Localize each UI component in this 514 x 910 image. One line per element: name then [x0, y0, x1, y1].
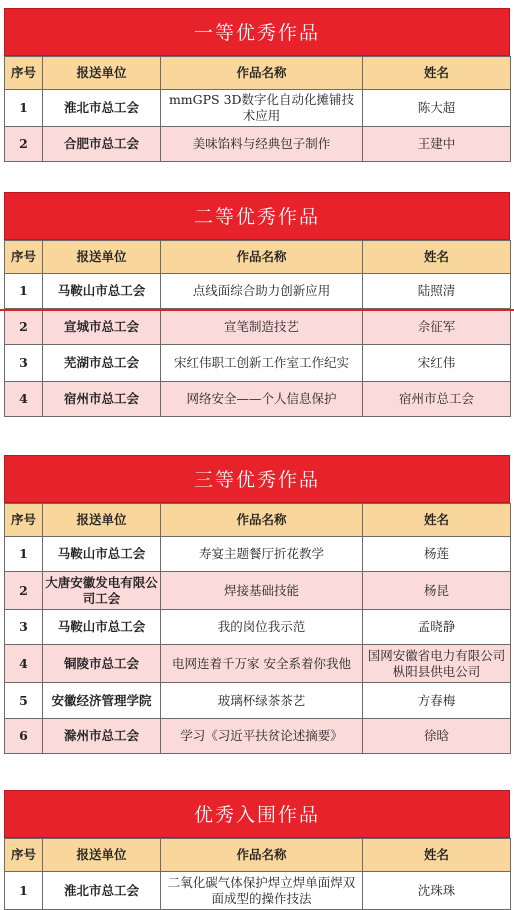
cell-name: 沈珠珠: [363, 872, 511, 910]
table-row: [5, 645, 511, 683]
cell-unit: 马鞍山市总工会: [43, 274, 161, 309]
header-unit: 报送单位: [43, 504, 161, 537]
section-title: 二等优秀作品: [4, 192, 510, 240]
cell-work: 学习《习近平扶贫论述摘要》: [161, 719, 363, 754]
awards-table: [4, 503, 511, 754]
cell-no: 2: [5, 127, 43, 162]
cell-work: 网络安全——个人信息保护: [161, 382, 363, 417]
cell-unit: 马鞍山市总工会: [43, 537, 161, 572]
table-row: [5, 127, 511, 162]
table-row: [5, 274, 511, 309]
cell-work: mmGPS 3D数字化自动化摊铺技术应用: [161, 90, 363, 127]
header-unit: 报送单位: [43, 839, 161, 872]
section-first-prize: [4, 8, 510, 162]
cell-work: 焊接基础技能: [161, 572, 363, 610]
header-name: 姓名: [363, 57, 511, 90]
table-header-row: [5, 839, 511, 872]
cell-no: 1: [5, 274, 43, 309]
cell-unit: 滁州市总工会: [43, 719, 161, 754]
header-unit: 报送单位: [43, 57, 161, 90]
cell-unit: 马鞍山市总工会: [43, 610, 161, 645]
cell-name: 宋红伟: [363, 345, 511, 382]
cell-unit: 淮北市总工会: [43, 90, 161, 127]
header-work: 作品名称: [161, 241, 363, 274]
header-work: 作品名称: [161, 839, 363, 872]
header-no: 序号: [5, 241, 43, 274]
cell-work: 玻璃杯绿茶茶艺: [161, 683, 363, 719]
awards-table: [4, 838, 511, 910]
red-divider-line: [0, 309, 514, 311]
cell-no: 1: [5, 872, 43, 910]
cell-work: 美味馅料与经典包子制作: [161, 127, 363, 162]
cell-unit: 宣城市总工会: [43, 309, 161, 345]
cell-name: 佘征军: [363, 309, 511, 345]
cell-name: 方春梅: [363, 683, 511, 719]
cell-work: 宋红伟职工创新工作室工作纪实: [161, 345, 363, 382]
cell-unit: 淮北市总工会: [43, 872, 161, 910]
table-row: [5, 683, 511, 719]
cell-work: 宣笔制造技艺: [161, 309, 363, 345]
table-row: [5, 309, 511, 345]
table-header-row: [5, 241, 511, 274]
cell-work: 二氧化碳气体保护焊立焊单面焊双面成型的操作技法: [161, 872, 363, 910]
cell-no: 2: [5, 309, 43, 345]
awards-table: [4, 240, 511, 417]
header-no: 序号: [5, 57, 43, 90]
header-name: 姓名: [363, 241, 511, 274]
cell-no: 4: [5, 382, 43, 417]
table-row: [5, 572, 511, 610]
section-finalist: [4, 790, 510, 910]
cell-no: 1: [5, 90, 43, 127]
cell-unit: 合肥市总工会: [43, 127, 161, 162]
cell-name: 孟晓静: [363, 610, 511, 645]
section-third-prize: [4, 455, 510, 754]
table-header-row: [5, 504, 511, 537]
cell-work: 电网连着千万家 安全系着你我他: [161, 645, 363, 683]
cell-unit: 安徽经济管理学院: [43, 683, 161, 719]
cell-no: 2: [5, 572, 43, 610]
cell-name: 陆照清: [363, 274, 511, 309]
cell-no: 6: [5, 719, 43, 754]
table-row: [5, 382, 511, 417]
table-row: [5, 345, 511, 382]
cell-name: 王建中: [363, 127, 511, 162]
header-work: 作品名称: [161, 504, 363, 537]
header-unit: 报送单位: [43, 241, 161, 274]
header-no: 序号: [5, 504, 43, 537]
section-second-prize: [4, 192, 510, 417]
cell-name: 徐晗: [363, 719, 511, 754]
header-no: 序号: [5, 839, 43, 872]
cell-unit: 芜湖市总工会: [43, 345, 161, 382]
header-name: 姓名: [363, 504, 511, 537]
table-row: [5, 872, 511, 910]
awards-table: [4, 56, 511, 162]
header-work: 作品名称: [161, 57, 363, 90]
table-row: [5, 610, 511, 645]
cell-name: 宿州市总工会: [363, 382, 511, 417]
cell-work: 寿宴主题餐厅折花教学: [161, 537, 363, 572]
header-name: 姓名: [363, 839, 511, 872]
table-row: [5, 537, 511, 572]
cell-work: 我的岗位我示范: [161, 610, 363, 645]
cell-name: 杨昆: [363, 572, 511, 610]
cell-unit: 铜陵市总工会: [43, 645, 161, 683]
table-row: [5, 90, 511, 127]
cell-no: 3: [5, 345, 43, 382]
section-title: 优秀入围作品: [4, 790, 510, 838]
cell-unit: 大唐安徽发电有限公司工会: [43, 572, 161, 610]
cell-no: 1: [5, 537, 43, 572]
table-row: [5, 719, 511, 754]
section-title: 三等优秀作品: [4, 455, 510, 503]
section-title: 一等优秀作品: [4, 8, 510, 56]
cell-work: 点线面综合助力创新应用: [161, 274, 363, 309]
cell-name: 国网安徽省电力有限公司枞阳县供电公司: [363, 645, 511, 683]
cell-no: 4: [5, 645, 43, 683]
table-header-row: [5, 57, 511, 90]
cell-name: 陈大超: [363, 90, 511, 127]
cell-name: 杨莲: [363, 537, 511, 572]
cell-unit: 宿州市总工会: [43, 382, 161, 417]
cell-no: 5: [5, 683, 43, 719]
cell-no: 3: [5, 610, 43, 645]
